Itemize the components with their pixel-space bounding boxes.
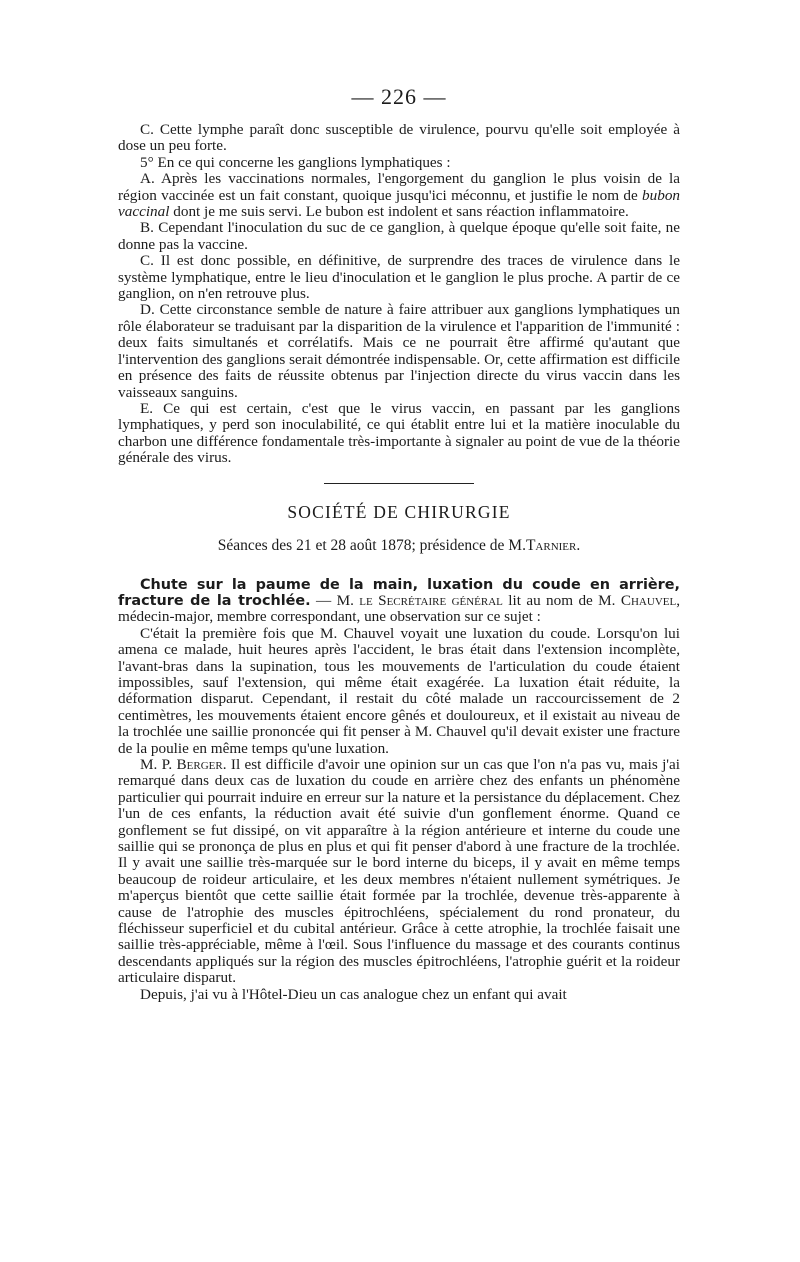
section-heading: SOCIÉTÉ DE CHIRURGIE: [287, 501, 511, 522]
speaker-name: M. P. Berger: [140, 756, 223, 773]
article-intro-mid: lit au nom de M.: [502, 591, 621, 609]
paragraph-c-virulence: C. Il est donc possible, en définitive, de surprendre des traces de virulence dans le système lymphatique, entre le lieu d'inoculation et le ganglion le plus proche. A partir de ce ganglion, on n'en retrouve plus.: [118, 252, 680, 303]
bubon-vaccinal-term: bubon vaccinal: [118, 186, 680, 221]
paragraph-e-certain: E. Ce qui est certain, c'est que le virus vaccin, en passant par les ganglions lymphatiques, y perd son inoculabilité, ce qui établit entre lui et la matière inoculable du charbon une différence fondamentale très-importante à signaler au point de vue de la théorie générale des virus.: [118, 399, 680, 467]
session-prefix: Séances des 21 et 28 août 1878; présidence de M.: [217, 536, 526, 554]
article-intro-dash: — M.: [310, 591, 360, 609]
secretary-name: le Secrétaire général: [359, 591, 503, 609]
session-suffix: .: [576, 536, 581, 554]
paragraph-a-text-start: A. Après les vaccinations normales, l'engorgement du ganglion le plus voisin de la région vaccinée est un fait constant, quoique jusqu'ici méconnu, et justifie le nom de: [118, 170, 680, 204]
paragraph-a-text-end: dont je me suis servi. Le bubon est indolent et sans réaction inflammatoire.: [169, 203, 629, 221]
paragraph-c-lymph: C. Cette lymphe paraît donc susceptible de virulence, pourvu qu'elle soit employée à dose un peu forte.: [118, 121, 680, 155]
paragraph-5-ganglions: 5° En ce qui concerne les ganglions lymphatiques :: [140, 153, 451, 171]
page-number: — 226 —: [351, 84, 447, 109]
paragraph-hotel-dieu: Depuis, j'ai vu à l'Hôtel-Dieu un cas analogue chez un enfant qui avait: [140, 985, 567, 1003]
author-name: Chauvel: [620, 591, 677, 609]
session-line: [118, 537, 680, 555]
article-intro-end: , médecin-major, membre correspondant, une observation sur ce sujet :: [118, 591, 681, 626]
article-intro: [118, 577, 680, 626]
session-president: Tarnier: [525, 536, 577, 554]
book-page: [118, 84, 680, 1003]
paragraph-d-circonstance: D. Cette circonstance semble de nature à faire attribuer aux ganglions lymphatiques un rôle élaborateur se traduisant par la disparition de la virulence et l'apparition de l'immunité : deux faits simultanés et corrélatifs. Mais ce ne pourrait être affirmé qu'autant que l'intervention des ganglions serait démontrée indispensable. Or, cette affirmation est difficile en présence des faits de réussite obtenus par l'injection directe du virus vaccin dans les vaisseaux sanguins.: [118, 301, 680, 401]
paragraph-b-inoculation: B. Cependant l'inoculation du suc de ce ganglion, à quelque époque qu'elle soit faite, ne donne pas la vaccine.: [118, 219, 680, 253]
berger-remark-text: . Il est difficile d'avoir une opinion sur un cas que l'on n'a pas vu, mais j'ai remarqué dans deux cas de luxation du coude en arrière chez des enfants un phénomène particulier qui pourrait induire en erreur sur la nature et la persistance du déplacement. Chez l'un de ces enfants, la réduction avait été suivie d'un gonflement énorme. Quand ce gonflement se fut dissipé, on vit apparaître à la région antérieure et interne du coude une saillie qui se prononça de plus en plus et qui fit penser d'abord à une fracture de la trochlée. Il y avait une saillie très-marquée sur le bord interne du biceps, il y avait en même temps beaucoup de roideur articulaire, et les deux membres n'étaient nullement symétriques. Je m'aperçus bientôt que cette saillie était formée par la trochlée, devenue très-apparente à cause de l'atrophie des muscles épitrochléens, spécialement du rond pronateur, du fléchisseur superficiel et du cubital antérieur. Grâce à cette atrophie, la trochlée faisait une saillie très-appréciable, même à l'œil. Sous l'influence du massage et des courants continus descendants appliqués sur la région des muscles épitrochléens, l'atrophie guérit et la roideur articulaire disparut.: [118, 756, 681, 987]
section-divider: [324, 483, 474, 484]
paragraph-a-bubon: [118, 171, 680, 220]
paragraph-chauvel-case: C'était la première fois que M. Chauvel voyait une luxation du coude. Lorsqu'on lui amena ce malade, huit heures après l'accident, le bras était dans l'extension incomplète, l'avant-bras dans la supination, tous les mouvements de l'articulation du coude étaient impossibles, sauf l'extension, qui même était exagérée. La luxation était réduite, la déformation disparut. Cependant, il restait du côté malade un raccourcissement de 2 centimètres, les mouvements étaient encore gênés et douloureux, et il existait au niveau de la trochlée une saillie prononcée qui fit penser à M. Chauvel qu'il devait exister une fracture de la poulie en même temps qu'une luxation.: [118, 624, 680, 757]
paragraph-berger-remark: [118, 757, 680, 987]
article-title: Chute sur la paume de la main, luxation du coude en arrière, fracture de la trochlée.: [118, 576, 680, 609]
